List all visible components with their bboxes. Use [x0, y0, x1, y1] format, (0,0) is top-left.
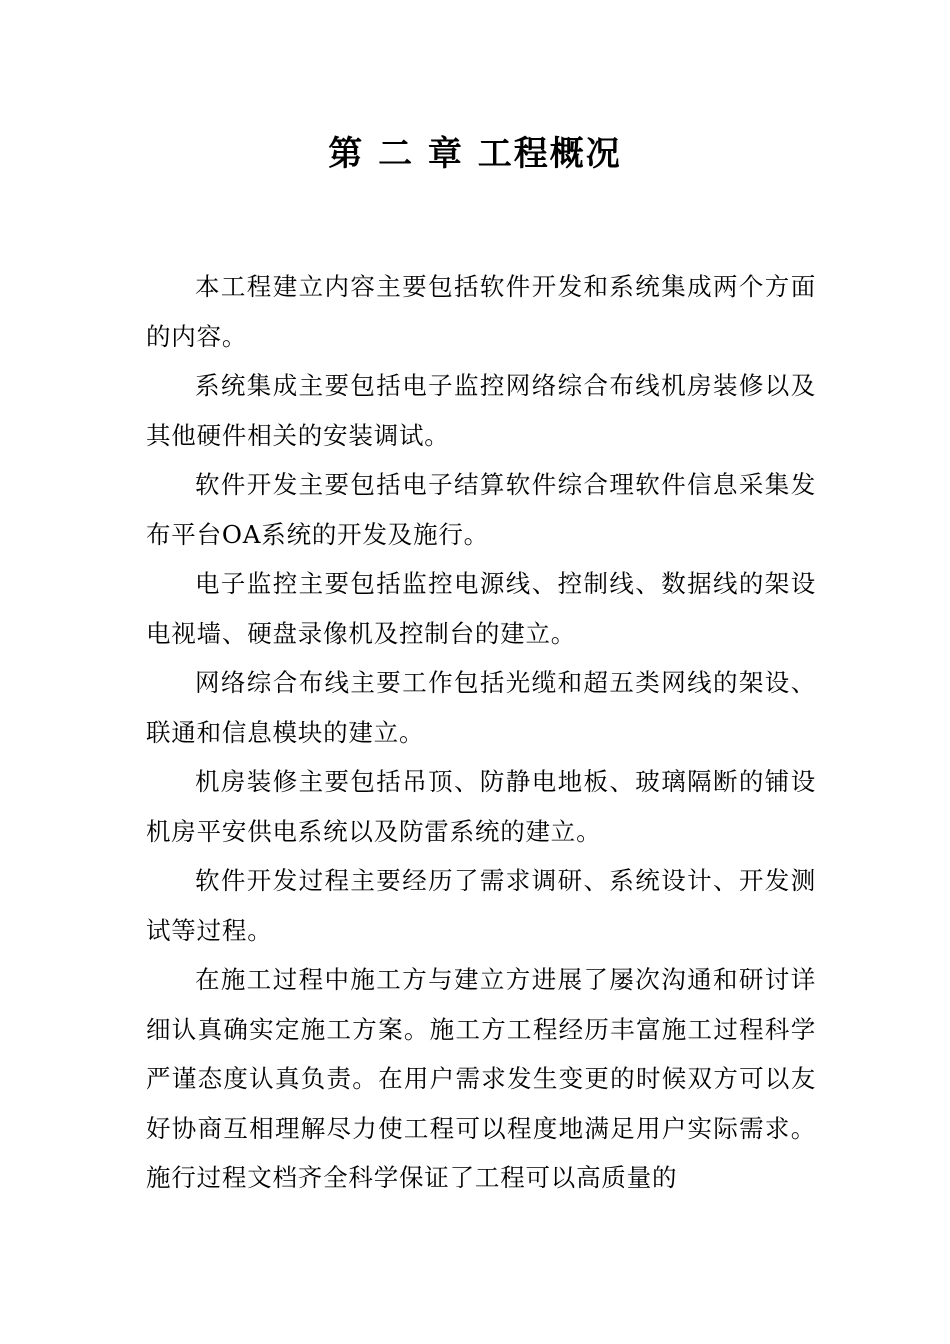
document-body [146, 262, 816, 1203]
paragraph-machine-room: 机房装修主要包括吊顶、防静电地板、玻璃隔断的铺设机房平安供电系统以及防雷系统的建立。 [146, 767, 816, 846]
chapter-title: 第 二 章 工程概况 [328, 134, 622, 174]
paragraph-construction-process: 在施工过程中施工方与建立方进展了屡次沟通和研讨详细认真确实定施工方案。施工方工程经历丰富施工过程科学严谨态度认真负责。在用户需求发生变更的时候双方可以友好协商互相理解尽力使工程可以程度地满足用户实际需求。施行过程文档齐全科学保证了工程可以高质量的 [146, 965, 816, 1192]
paragraph-electronic-monitoring: 电子监控主要包括监控电源线、控制线、数据线的架设电视墙、硬盘录像机及控制台的建立。 [146, 569, 816, 648]
paragraph-system-integration: 系统集成主要包括电子监控网络综合布线机房装修以及其他硬件相关的安装调试。 [146, 371, 816, 450]
paragraph-overview: 本工程建立内容主要包括软件开发和系统集成两个方面的内容。 [146, 272, 816, 351]
paragraph-network-cabling: 网络综合布线主要工作包括光缆和超五类网线的架设、联通和信息模块的建立。 [146, 668, 816, 747]
paragraph-development-process: 软件开发过程主要经历了需求调研、系统设计、开发测试等过程。 [146, 866, 816, 945]
paragraph-software-development: 软件开发主要包括电子结算软件综合理软件信息采集发布平台OA系统的开发及施行。 [146, 470, 816, 549]
